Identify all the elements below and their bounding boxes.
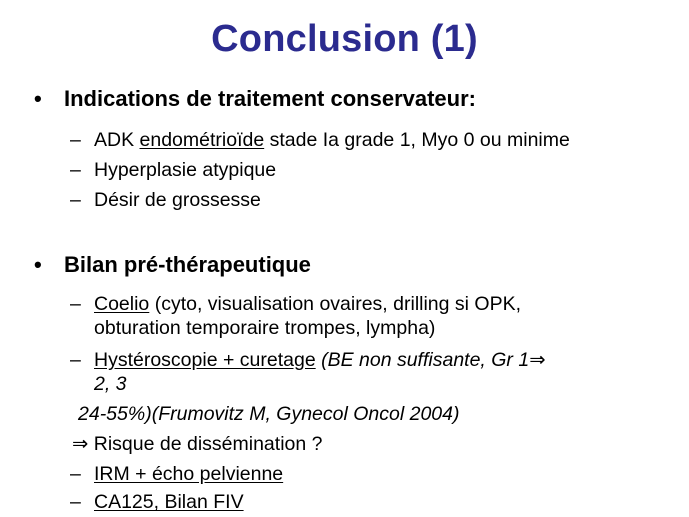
coelio-detail: (cyto, visualisation ovaires, drilling si OPK, xyxy=(149,293,522,315)
indications-heading: Indications de traitement conservateur: xyxy=(64,86,476,111)
adk-prefix: ADK xyxy=(94,129,140,151)
implies-arrow-icon: ⇒ xyxy=(72,433,89,455)
slide-title: Conclusion (1) xyxy=(211,18,478,60)
item-hysteroscopie xyxy=(70,348,546,372)
item-irm xyxy=(70,462,283,486)
item-adk xyxy=(70,128,570,152)
dash-icon: – xyxy=(70,491,81,513)
item-desir xyxy=(70,188,261,212)
adk-suffix: stade Ia grade 1, Myo 0 ou minime xyxy=(264,129,570,151)
item-coelio xyxy=(70,292,521,316)
item-hyperplasie xyxy=(70,158,276,182)
reference-line: 24-55%)(Frumovitz M, Gynecol Oncol 2004) xyxy=(78,403,460,425)
adk-type: endométrioïde xyxy=(139,129,265,151)
dash-icon: – xyxy=(70,349,81,371)
item-risque xyxy=(72,432,322,456)
hyperplasie-text: Hyperplasie atypique xyxy=(94,159,277,181)
risque-text: Risque de dissémination ? xyxy=(88,433,323,455)
dash-icon: – xyxy=(70,463,81,485)
dash-icon: – xyxy=(70,129,81,151)
hystero-continuation: 2, 3 xyxy=(94,373,127,395)
dash-icon: – xyxy=(70,293,81,315)
bullet-bilan xyxy=(34,252,311,278)
coelio-continuation: obturation temporaire trompes, lympha) xyxy=(94,317,436,339)
bilan-heading: Bilan pré-thérapeutique xyxy=(64,252,311,277)
item-ca125 xyxy=(70,490,244,514)
bullet-dot-icon: • xyxy=(34,86,42,111)
arrow-icon: ⇒ xyxy=(529,349,546,371)
ca125-label: CA125, Bilan FIV xyxy=(94,491,244,513)
irm-label: IRM + écho pelvienne xyxy=(94,463,284,485)
hystero-label: Hystéroscopie + curetage xyxy=(94,349,316,371)
bullet-indications xyxy=(34,86,476,112)
hystero-detail: (BE non suffisante, Gr 1 xyxy=(315,349,530,371)
dash-icon: – xyxy=(70,159,81,181)
coelio-label: Coelio xyxy=(94,293,150,315)
desir-text: Désir de grossesse xyxy=(94,189,261,211)
bullet-dot-icon: • xyxy=(34,252,42,277)
dash-icon: – xyxy=(70,189,81,211)
